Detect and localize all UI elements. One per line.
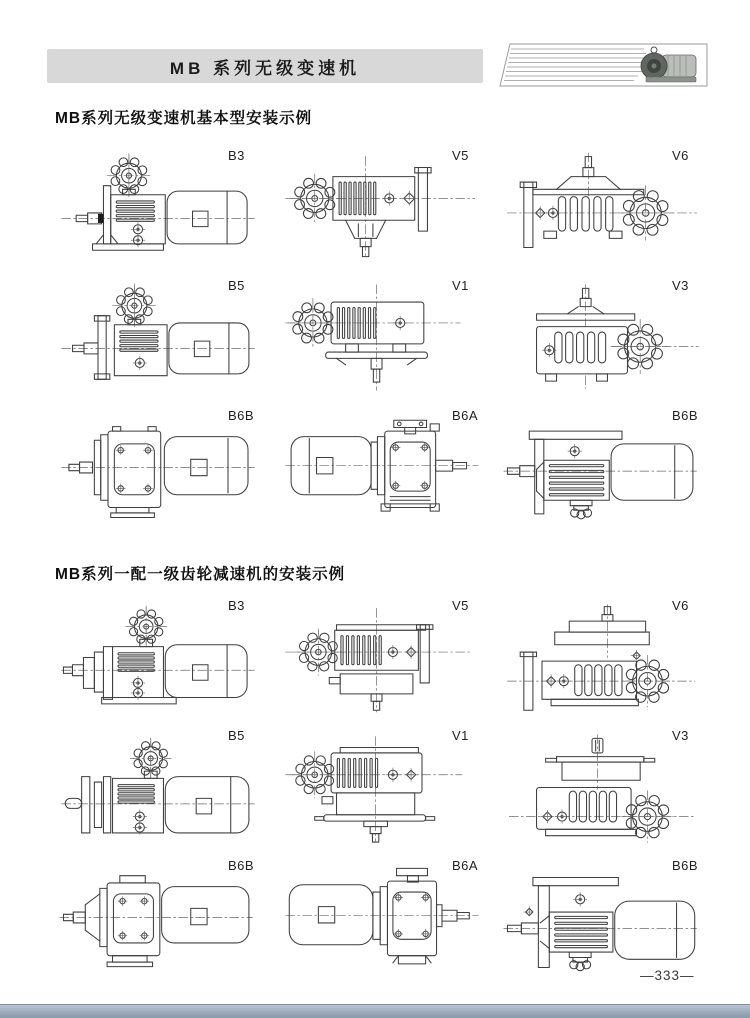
installation-drawing [58, 411, 258, 524]
installation-drawing [282, 411, 482, 524]
diagram-cell-v3 [502, 278, 727, 400]
mounting-code-label: B3 [228, 598, 245, 613]
section-title-gear: MB系列一配一级齿轮减速机的安装示例 [55, 566, 346, 583]
installation-drawing [502, 861, 702, 974]
installation-drawing [282, 281, 482, 394]
installation-drawing [502, 151, 702, 264]
installation-drawing [502, 731, 702, 844]
diagram-cell-b5 [58, 278, 283, 400]
mounting-code-label: V6 [672, 598, 689, 613]
diagram-cell-v1 [282, 278, 507, 400]
installation-drawing [58, 281, 258, 394]
installation-drawing [502, 411, 702, 524]
section-title-basic: MB系列无级变速机基本型安装示例 [55, 110, 313, 127]
diagram-cell-b6a [282, 858, 507, 980]
mounting-code-label: B6B [672, 858, 699, 873]
installation-drawing [282, 731, 482, 844]
mounting-code-label: B6B [228, 858, 255, 873]
grid-gear [0, 598, 750, 988]
page-title: MB 系列无级变速机 [169, 58, 361, 78]
header-bar [47, 49, 483, 83]
grid-basic [0, 148, 750, 538]
mounting-code-label: B6B [228, 408, 255, 423]
mounting-code-label: V6 [672, 148, 689, 163]
mounting-code-label: B3 [228, 148, 245, 163]
diagram-cell-b6b [502, 408, 727, 530]
installation-drawing [282, 601, 482, 714]
mounting-code-label: V3 [672, 278, 689, 293]
installation-drawing [282, 151, 482, 264]
footer-band [0, 1004, 750, 1018]
installation-drawing [502, 601, 702, 714]
diagram-cell-v3 [502, 728, 727, 850]
diagram-cell-b6b [58, 408, 283, 530]
installation-drawing [58, 731, 258, 844]
diagram-cell-v6 [502, 598, 727, 720]
diagram-cell-b3 [58, 148, 283, 270]
diagram-cell-b6b [502, 858, 727, 980]
mounting-code-label: B6A [452, 408, 479, 423]
diagram-cell-v5 [282, 598, 507, 720]
diagram-cell-b6b [58, 858, 283, 980]
diagram-cell-v1 [282, 728, 507, 850]
diagram-cell-v6 [502, 148, 727, 270]
diagram-cell-b5 [58, 728, 283, 850]
diagram-cell-b3 [58, 598, 283, 720]
mounting-code-label: V3 [672, 728, 689, 743]
installation-drawing [282, 861, 482, 974]
installation-drawing [58, 151, 258, 264]
gearmotor-photo [496, 43, 708, 87]
diagram-cell-b6a [282, 408, 507, 530]
mounting-code-label: B6B [672, 408, 699, 423]
mounting-code-label: V5 [452, 148, 469, 163]
mounting-code-label: V5 [452, 598, 469, 613]
mounting-code-label: B5 [228, 278, 245, 293]
installation-drawing [502, 281, 702, 394]
page-number: —333— [640, 968, 695, 983]
mounting-code-label: V1 [452, 728, 469, 743]
diagram-cell-v5 [282, 148, 507, 270]
installation-drawing [58, 861, 258, 974]
installation-drawing [58, 601, 258, 714]
mounting-code-label: B6A [452, 858, 479, 873]
mounting-code-label: B5 [228, 728, 245, 743]
mounting-code-label: V1 [452, 278, 469, 293]
